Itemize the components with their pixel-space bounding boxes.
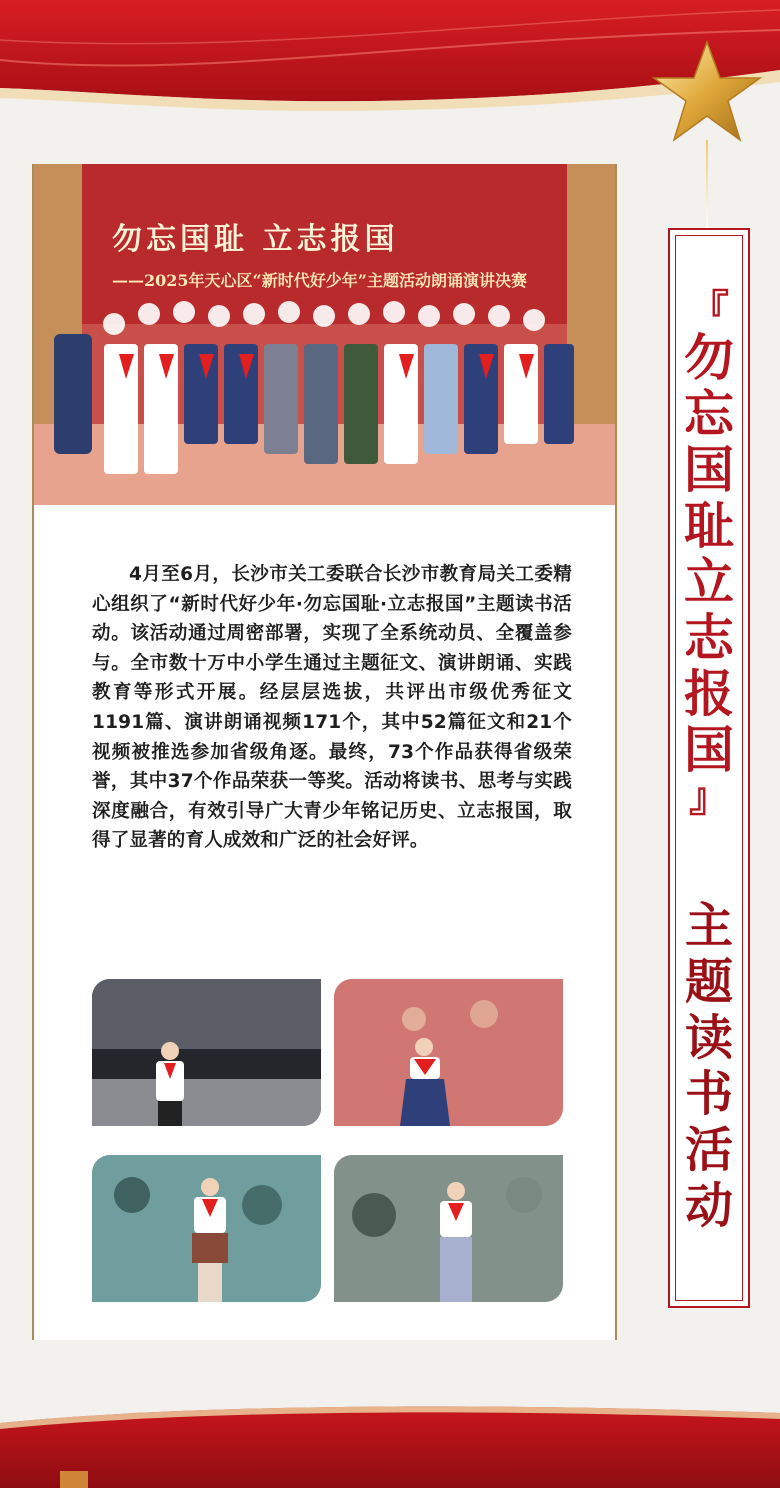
title-char: 忘 bbox=[684, 384, 734, 443]
side-main-title bbox=[670, 286, 748, 821]
photo-girl-speech-1 bbox=[334, 979, 563, 1126]
title-char: 耻 bbox=[684, 496, 734, 555]
hero-banner-title: 勿忘国耻 立志报国 bbox=[112, 222, 399, 257]
subtitle-char: 动 bbox=[684, 1178, 733, 1234]
subtitle-char: 读 bbox=[684, 1010, 733, 1066]
side-sub-title bbox=[670, 898, 748, 1234]
subtitle-char: 活 bbox=[684, 1122, 733, 1178]
hero-banner-subtitle: ——2025年天心区“新时代好少年”主题活动朗诵演讲决赛 bbox=[112, 271, 527, 290]
title-char: 立 bbox=[684, 552, 734, 611]
side-title-frame bbox=[668, 228, 750, 1308]
title-char: 志 bbox=[684, 608, 734, 667]
photo-boy-speech-1 bbox=[92, 979, 321, 1126]
gold-star-icon bbox=[650, 38, 765, 148]
close-bracket: 』 bbox=[689, 774, 729, 821]
open-bracket: 『 bbox=[689, 286, 729, 333]
photo-girl-speech-2 bbox=[92, 1155, 321, 1302]
subtitle-char: 题 bbox=[684, 954, 733, 1010]
bottom-red-banner bbox=[0, 1393, 780, 1488]
article-paragraph: 4月至6月，长沙市关工委联合长沙市教育局关工委精心组织了“新时代好少年·勿忘国耻·立志报国”主题读书活动。该活动通过周密部署，实现了全系统动员、全覆盖参与。全市数十万中小学生通过主题征文、演讲朗诵、实践教育等形式开展。经层层选拔，共评出市级优秀征文1191篇、演讲朗诵视频171个，其中52篇征文和21个视频被推选参加省级角逐。最终，73个作品获得省级荣誉，其中37个作品荣获一等奖。活动将读书、思考与实践深度融合，有效引导广大青少年铭记历史、立志报国，取得了显著的育人成效和广泛的社会好评。 bbox=[92, 564, 572, 852]
title-char: 报 bbox=[684, 664, 734, 723]
star-string bbox=[706, 140, 708, 230]
photo-boy-speech-2 bbox=[334, 1155, 563, 1302]
subtitle-char: 书 bbox=[684, 1066, 733, 1122]
title-char: 国 bbox=[684, 440, 734, 499]
title-char: 国 bbox=[684, 720, 734, 779]
title-char: 勿 bbox=[684, 328, 734, 387]
subtitle-char: 主 bbox=[684, 898, 733, 954]
